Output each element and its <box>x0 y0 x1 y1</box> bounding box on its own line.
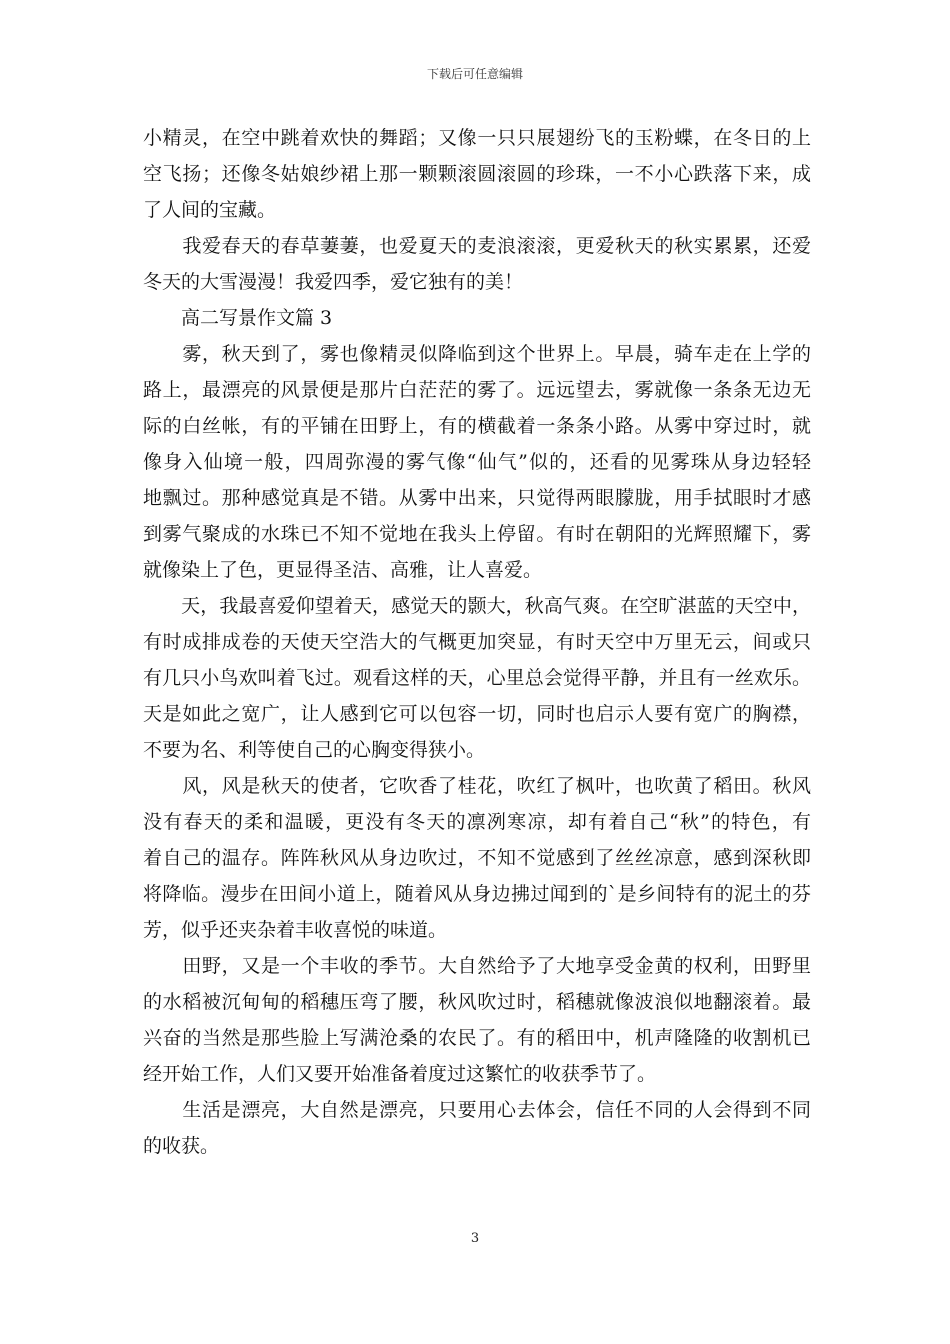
text-line: 不要为名、利等使自己的心胸变得狭小。 <box>143 739 486 761</box>
text-line: 我爱春天的春草萋萋，也爱夏天的麦浪滚滚，更爱秋天的秋实累累，还爱 <box>143 235 811 257</box>
text-line: 像身入仙境一般，四周弥漫的雾气像“仙气”似的，还看的见雾珠从身边轻轻 <box>143 451 811 473</box>
document-body <box>143 120 811 1164</box>
text-line: 了人间的宝藏。 <box>143 199 277 221</box>
text-line: 的收获。 <box>143 1135 220 1157</box>
text-line: 有时成排成卷的天使天空浩大的气概更加突显，有时天空中万里无云，间或只 <box>143 631 811 653</box>
page-header: 下载后可任意编辑 <box>426 67 523 81</box>
page-number: 3 <box>470 1231 480 1246</box>
text-line: 际的白丝帐，有的平铺在田野上，有的横截着一条条小路。从雾中穿过时，就 <box>143 415 811 437</box>
text-line: 空飞扬；还像冬姑娘纱裙上那一颗颗滚圆滚圆的珍珠，一不小心跌落下来，成 <box>143 163 811 185</box>
text-line: 冬天的大雪漫漫！我爱四季，爱它独有的美！ <box>143 271 524 293</box>
text-line: 地飘过。那种感觉真是不错。从雾中出来，只觉得两眼朦胧，用手拭眼时才感 <box>143 487 811 509</box>
text-line: 兴奋的当然是那些脸上写满沧桑的农民了。有的稻田中，机声隆隆的收割机已 <box>143 1027 811 1049</box>
text-line: 就像染上了色，更显得圣洁、高雅，让人喜爱。 <box>143 559 543 581</box>
text-line: 小精灵，在空中跳着欢快的舞蹈；又像一只只展翅纷飞的玉粉蝶，在冬日的上 <box>143 127 811 149</box>
text-line: 生活是漂亮，大自然是漂亮，只要用心去体会，信任不同的人会得到不同 <box>143 1099 811 1121</box>
text-line: 天，我最喜爱仰望着天，感觉天的颢大，秋高气爽。在空旷湛蓝的天空中， <box>143 595 811 617</box>
text-line: 田野，又是一个丰收的季节。大自然给予了大地享受金黄的权利，田野里 <box>143 955 811 977</box>
text-line: 高二写景作文篇 3 <box>143 307 333 329</box>
text-line: 雾，秋天到了，雾也像精灵似降临到这个世界上。早晨，骑车走在上学的 <box>143 343 811 365</box>
text-line: 没有春天的柔和温暖，更没有冬天的凛冽寒凉，却有着自己“秋”的特色，有 <box>143 811 811 833</box>
text-line: 的水稻被沉甸甸的稻穗压弯了腰，秋风吹过时，稻穗就像波浪似地翻滚着。最 <box>143 991 811 1013</box>
text-line: 着自己的温存。阵阵秋风从身边吹过，不知不觉感到了丝丝凉意，感到深秋即 <box>143 847 811 869</box>
text-line: 有几只小鸟欢叫着飞过。观看这样的天，心里总会觉得平静，并且有一丝欢乐。 <box>143 667 811 689</box>
text-line: 风，风是秋天的使者，它吹香了桂花，吹红了枫叶，也吹黄了稻田。秋风 <box>143 775 811 797</box>
text-line: 经开始工作，人们又要开始准备着度过这繁忙的收获季节了。 <box>143 1063 657 1085</box>
text-line: 到雾气聚成的水珠已不知不觉地在我头上停留。有时在朝阳的光辉照耀下，雾 <box>143 523 811 545</box>
text-line: 芳，似乎还夹杂着丰收喜悦的味道。 <box>143 919 448 941</box>
text-line: 天是如此之宽广，让人感到它可以包容一切，同时也启示人要有宽广的胸襟， <box>143 703 811 725</box>
text-line: 路上，最漂亮的风景便是那片白茫茫的雾了。远远望去，雾就像一条条无边无 <box>143 379 811 401</box>
text-line: 将降临。漫步在田间小道上，随着风从身边拂过闻到的`是乡间特有的泥土的芬 <box>143 883 811 905</box>
